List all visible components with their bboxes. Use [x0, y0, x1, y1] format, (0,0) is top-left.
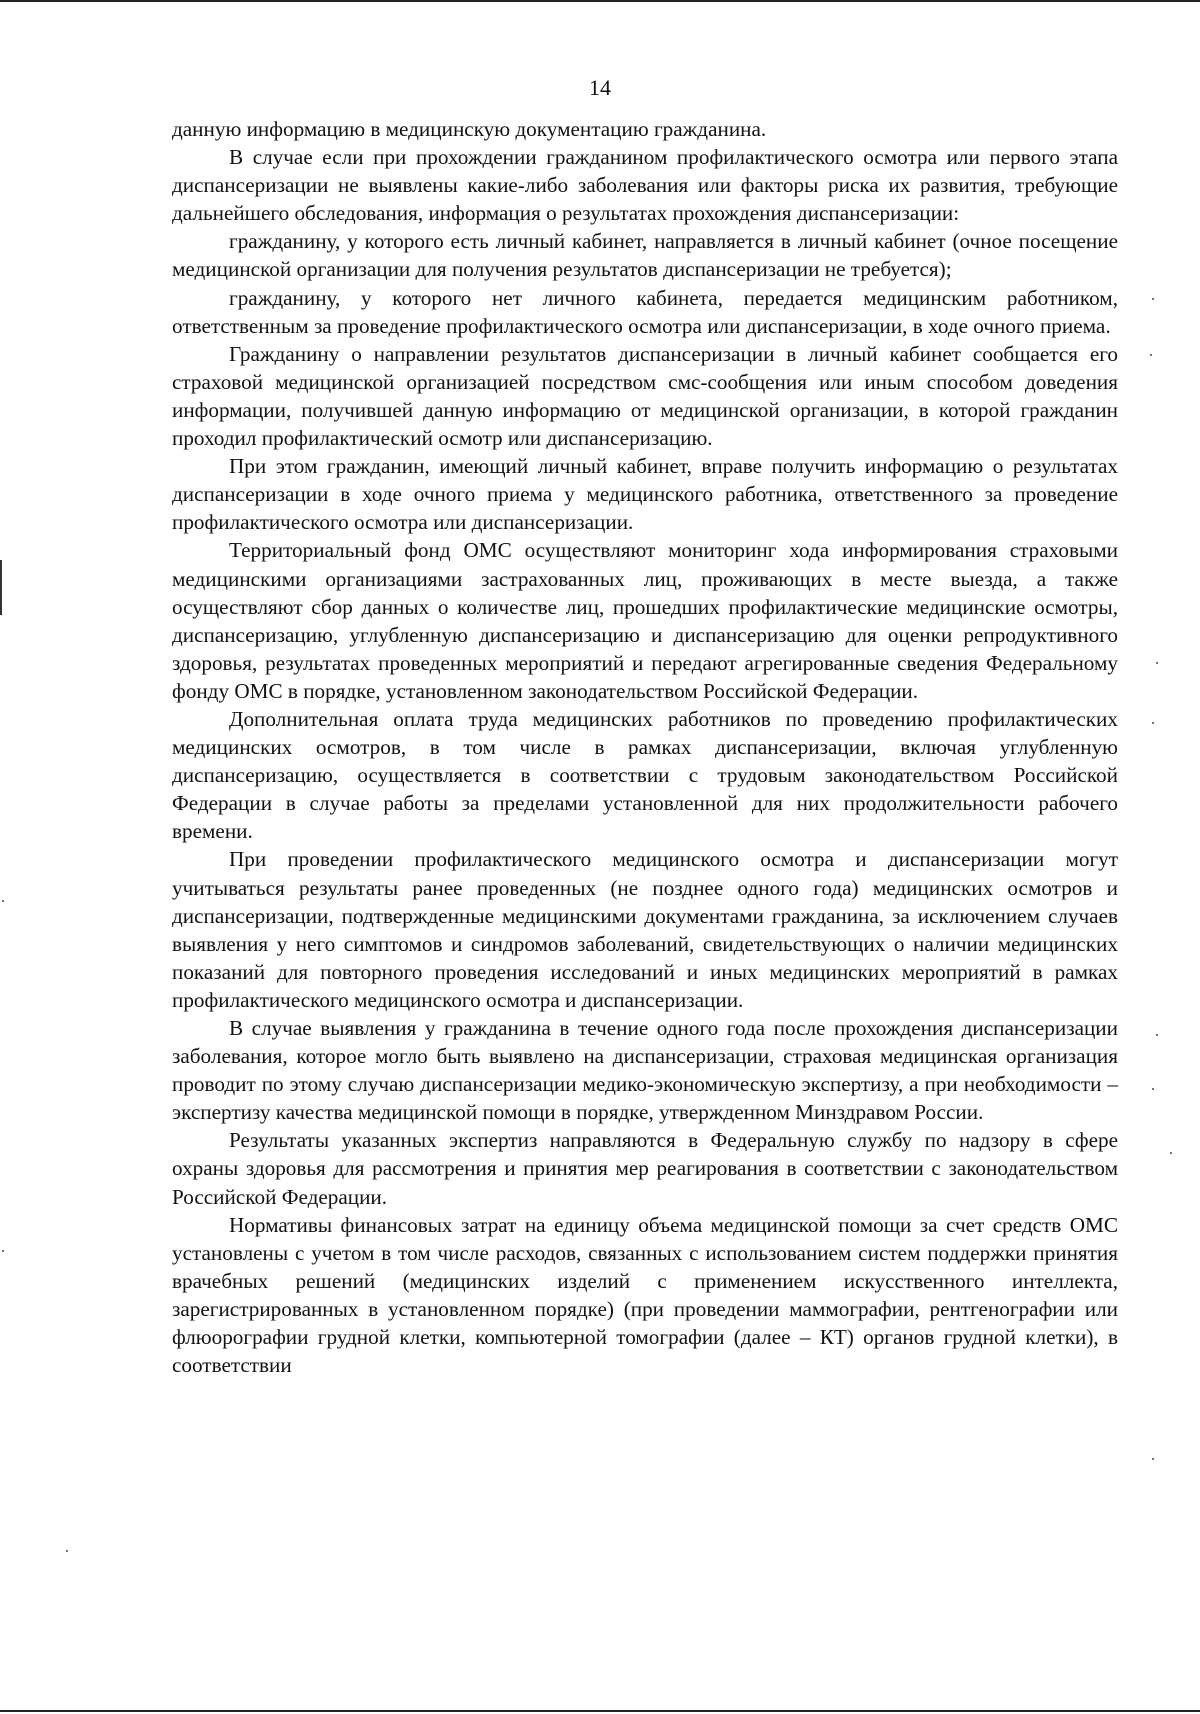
scan-speck	[2, 900, 4, 902]
document-body	[172, 115, 1118, 1379]
scan-speck	[1152, 1088, 1154, 1090]
scan-border-top	[0, 0, 1200, 2]
paragraph: Нормативы финансовых затрат на единицу объема медицинской помощи за счет средств ОМС установлены с учетом в том числе расходов, связанных с использованием систем поддержки принятия врачебных решений (медицинских изделий с применением искусственного интеллекта, зарегистрированных в установленном порядке) (при проведении маммографии, рентгенографии или флюорографии грудной клетки, компьютерной томографии (далее – КТ) органов грудной клетки), в соответствии	[172, 1212, 1118, 1378]
scan-speck	[1152, 1458, 1154, 1460]
paragraph: Дополнительная оплата труда медицинских работников по проведению профилактических медицинских осмотров, в том числе в рамках диспансеризации, включая углубленную диспансеризацию, осуществляется в соответствии с трудовым законодательством Российской Федерации в случае работы за пределами установленной для них продолжительности рабочего времени.	[172, 706, 1118, 844]
paragraph: Территориальный фонд ОМС осуществляют мониторинг хода информирования страховыми медицинскими организациями застрахованных лиц, проживающих в месте выезда, а также осуществляют сбор данных о количестве лиц, прошедших профилактические медицинские осмотры, диспансеризацию, углубленную диспансеризацию и диспансеризацию для оценки репродуктивного здоровья, результатах проведенных мероприятий и передают агрегированные сведения Федеральному фонду ОМС в порядке, установленном законодательством Российской Федерации.	[172, 538, 1118, 703]
scan-edge-left	[0, 560, 2, 615]
scan-border-bottom	[0, 1710, 1200, 1712]
scan-speck	[66, 1550, 68, 1552]
page-number: 14	[589, 75, 611, 100]
paragraph: В случае выявления у гражданина в течение одного года после прохождения диспансеризации заболевания, которое могло быть выявлено на диспансеризации, страховая медицинская организация проводит по этому случаю диспансеризации медико-экономическую экспертизу, а при необходимости – экспертизу качества медицинской помощи в порядке, утвержденном Минздравом России.	[172, 1016, 1118, 1125]
scan-speck	[1156, 1034, 1158, 1036]
paragraph: Гражданину о направлении результатов диспансеризации в личный кабинет сообщается его страховой медицинской организацией посредством смс-сообщения или иным способом доведения информации, получившей данную информацию от медицинской организации, в которой гражданин проходил профилактический осмотр или диспансеризацию.	[172, 341, 1118, 451]
paragraph-continuation: данную информацию в медицинскую документацию гражданина.	[172, 117, 767, 141]
scan-speck	[1150, 354, 1152, 356]
paragraph: В случае если при прохождении гражданином профилактического осмотра или первого этапа диспансеризации не выявлены какие-либо заболевания или факторы риска их развития, требующие дальнейшего обследования, информация о результатах прохождения диспансеризации:	[172, 145, 1118, 226]
paragraph: При этом гражданин, имеющий личный кабинет, вправе получить информацию о результатах диспансеризации в ходе очного приема у медицинского работника, ответственного за проведение профилактического осмотра или диспансеризации.	[172, 454, 1118, 535]
paragraph: При проведении профилактического медицинского осмотра и диспансеризации могут учитываться результаты ранее проведенных (не позднее одного года) медицинских осмотров и диспансеризации, подтвержденные медицинскими документами гражданина, за исключением случаев выявления у него симптомов и синдромов заболеваний, свидетельствующих о наличии медицинских показаний для повторного проведения исследований и иных медицинских мероприятий в рамках профилактического медицинского осмотра и диспансеризации.	[172, 847, 1118, 1012]
scan-speck	[1170, 1152, 1172, 1154]
paragraph: гражданину, у которого есть личный кабинет, направляется в личный кабинет (очное посещение медицинской организации для получения результатов диспансеризации не требуется);	[172, 229, 1118, 282]
scan-speck	[1152, 722, 1154, 724]
paragraph: гражданину, у которого нет личного кабинета, передается медицинским работником, ответственным за проведение профилактического осмотра или диспансеризации, в ходе очного приема.	[172, 285, 1118, 338]
scan-speck	[1156, 662, 1158, 664]
paragraph: Результаты указанных экспертиз направляются в Федеральную службу по надзору в сфере охраны здоровья для рассмотрения и принятия мер реагирования в соответствии с законодательством Российской Федерации.	[172, 1128, 1118, 1209]
scan-speck	[2, 1250, 4, 1252]
scan-speck	[1152, 298, 1154, 300]
